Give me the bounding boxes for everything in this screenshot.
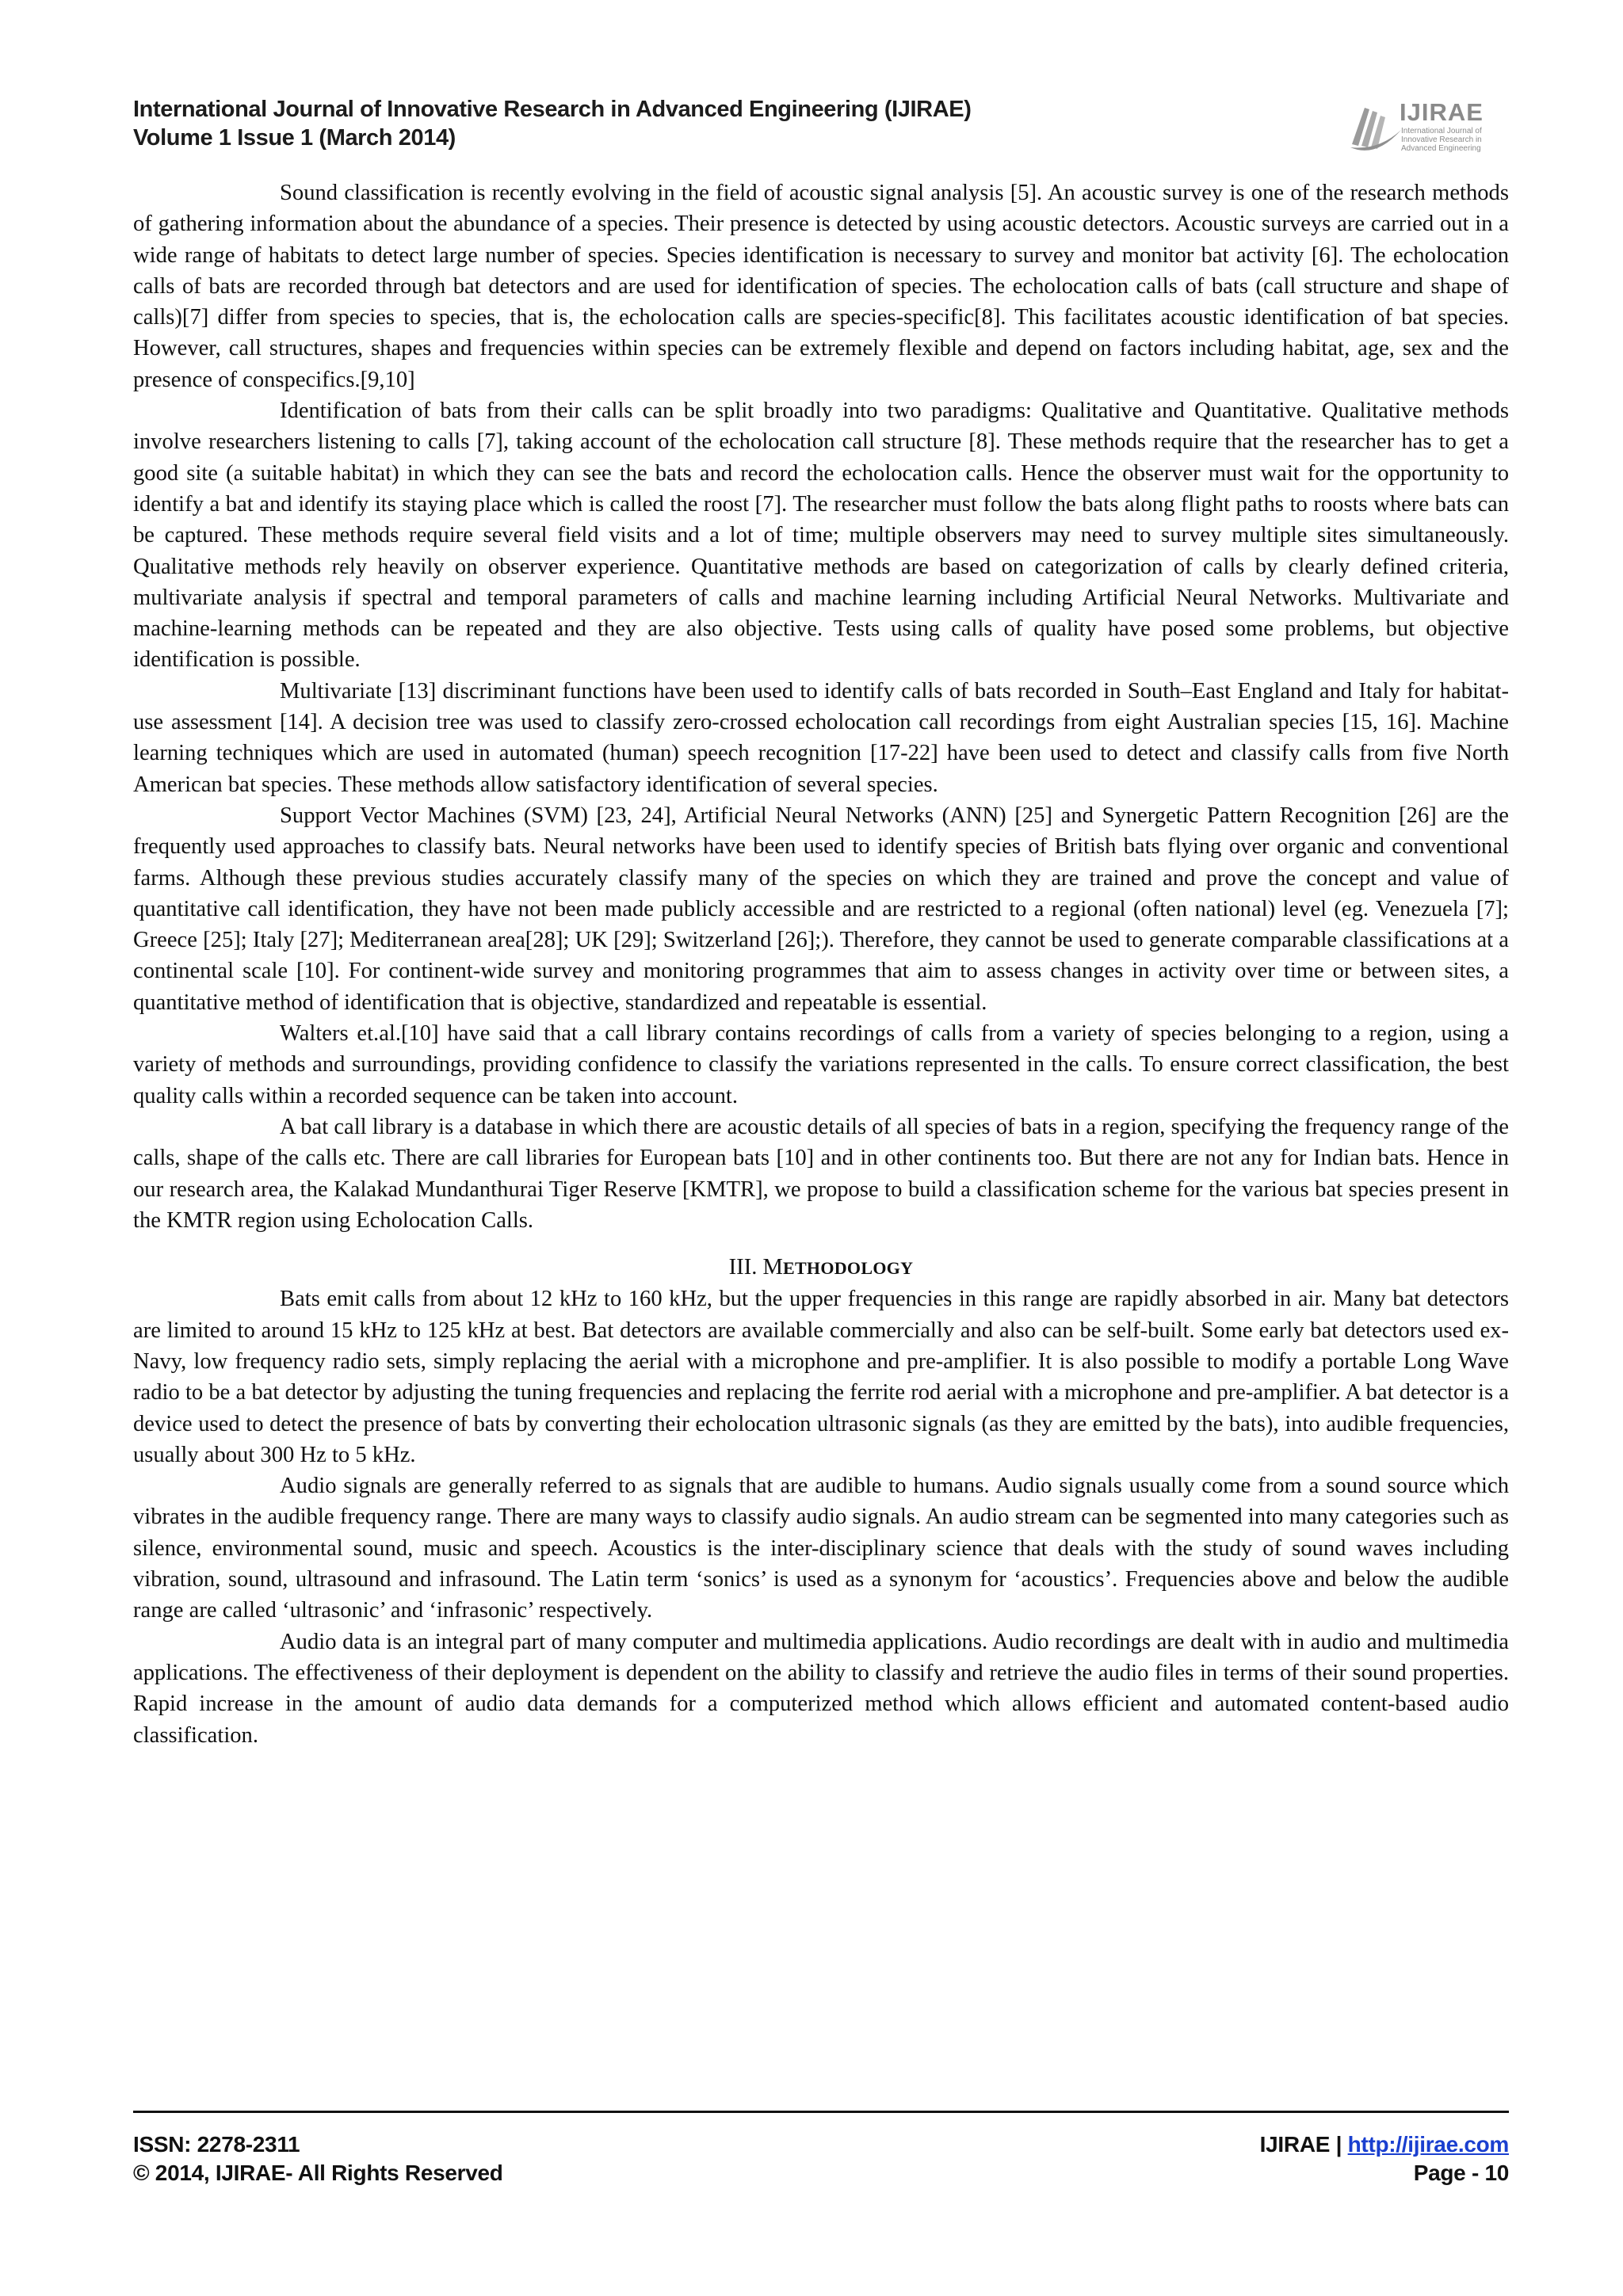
ijirae-logo [1347,98,1506,158]
body-paragraph: Identification of bats from their calls can be split broadly into two paradigms: Qualitative and Quantitative. Qualitative methods involve researchers listening to calls [7], taking account of the echolocation call structure [8]. These methods require that the researcher has to get a good site (a suitable habitat) in which they can see the bats and record the echolocation calls. Hence the observer must wait for the opportunity to identify a bat and identify its staying place which is called the roost [7]. The researcher must follow the bats along flight paths to roosts where bats can be captured. These methods require several field visits and a lot of time; multiple observers may need to survey multiple sites simultaneously. Qualitative methods rely heavily on observer experience. Quantitative methods are based on categorization of calls by clearly defined criteria, multivariate analysis if spectral and temporal parameters of calls and machine learning including Artificial Neural Networks. Multivariate and machine-learning methods can be repeated and they are also objective. Tests using calls of quality have posed some problems, but objective identification is possible. [133,399,1509,673]
footer-journal-name: IJIRAE | [1259,2132,1348,2157]
footer-divider [133,2111,1509,2113]
body-paragraph: Bats emit calls from about 12 kHz to 160 kHz, but the upper frequencies in this range are rapidly absorbed in air. Many bat detectors are limited to around 15 kHz to 125 kHz at best. Bat detectors are available commercially and also can be self-built. Some early bat detectors used ex-Navy, low frequency radio sets, simply replacing the aerial with a microphone and pre-amplifier. It is also possible to modify a portable Long Wave radio to be a bat detector by adjusting the tuning frequencies and replacing the ferrite rod aerial with a microphone and pre-amplifier. A bat detector is a device used to detect the presence of bats by converting their echolocation ultrasonic signals (as they are emitted by the bats), into audible frequencies, usually about 300 Hz to 5 kHz. [133,1287,1509,1467]
body-paragraph: Audio signals are generally referred to as signals that are audible to humans. Audio signals usually come from a sound source which vibrates in the audible frequency range. There are many ways to classify audio signals. An audio stream can be segmented into many categories such as silence, environmental sound, music and speech. Acoustics is the inter-disciplinary science that deals with the study of sound waves including vibration, sound, ultrasound and infrasound. The Latin term ‘sonics’ is used as a synonym for ‘acoustics’. Frequencies above and below the audible range are called ‘ultrasonic’ and ‘infrasonic’ respectively. [133,1474,1509,1623]
logo-swoosh-icon [1347,98,1404,154]
journal-header [133,95,1322,152]
journal-url-link[interactable]: http://ijirae.com [1347,2132,1509,2157]
body-paragraph: Audio data is an integral part of many computer and multimedia applications. Audio recordings are dealt with in audio and multimedia applications. The effectiveness of their deployment is dependent on the ability to classify and retrieve the audio files in terms of their sound properties. Rapid increase in the amount of audio data demands for a computerized method which allows efficient and automated content-based audio classification. [133,1629,1509,1748]
body-paragraph: A bat call library is a database in which there are acoustic details of all species of bats in a region, specifying the frequency range of the calls, shape of the calls etc. There are call libraries for European bats [10] and in other continents too. But there are not any for Indian bats. Hence in our research area, the Kalakad Mundanthurai Tiger Reserve [KMTR], we propose to build a classification scheme for the various bat species present in the KMTR region using Echolocation Calls. [133,1114,1509,1233]
journal-volume-issue: Volume 1 Issue 1 (March 2014) [133,125,456,151]
section-title-initial: M [762,1255,783,1280]
body-paragraph: Walters et.al.[10] have said that a call library contains recordings of calls from a variety of species belonging to a region, using a variety of methods and surroundings, providing confidence to classify the variations represented in the calls. To ensure correct classification, the best quality calls within a recorded sequence can be taken into account. [133,1021,1509,1108]
issn-text: ISSN: 2278-2311 [133,2132,300,2157]
footer-right [1260,2130,1509,2187]
footer-left [133,2130,503,2187]
section-title-rest: ETHODOLOGY [782,1258,914,1279]
page-number: Page - 10 [1413,2161,1509,2185]
logo-subtitle: International Journal of Innovative Research in Advanced Engineering [1401,127,1482,153]
body-paragraph: Support Vector Machines (SVM) [23, 24], Artificial Neural Networks (ANN) [25] and Synergetic Pattern Recognition [26] are the frequently used approaches to classify bats. Neural networks have been used to identify species of British bats flying over organic and conventional farms. Although these previous studies accurately classify many of the species on which they are trained and prove the concept and value of quantitative call identification, they have not been made publicly accessible and are restricted to a regional (often national) level (eg. Venezuela [7]; Greece [25]; Italy [27]; Mediterranean area[28]; UK [29]; Switzerland [26];). Therefore, they cannot be used to generate comparable classifications at a continental scale [10]. For continent-wide survey and monitoring programmes that aim to assess changes in activity over time or between sites, a quantitative method of identification that is objective, standardized and repeatable is essential. [133,803,1509,1015]
section-heading-methodology [133,1236,1509,1283]
logo-name: IJIRAE [1400,98,1484,126]
body-paragraph: Multivariate [13] discriminant functions have been used to identify calls of bats recorded in South–East England and Italy for habitat-use assessment [14]. A decision tree was used to classify zero-crossed echolocation call recordings from eight Australian species [15, 16]. Machine learning techniques which are used in automated (human) speech recognition [17-22] have been used to detect and classify calls from five North American bat species. These methods allow satisfactory identification of several species. [133,678,1509,797]
body-paragraph: Sound classification is recently evolving in the field of acoustic signal analysis [5]. An acoustic survey is one of the research methods of gathering information about the abundance of a species. Their presence is detected by using acoustic detectors. Acoustic surveys are carried out in a wide range of habitats to detect large number of species. Species identification is necessary to survey and monitor bat activity [6]. The echolocation calls of bats are recorded through bat detectors and are used for identification of species. The echolocation calls of bats (call structure and shape of calls)[7] differ from species to species, that is, the echolocation calls are species-specific[8]. This facilitates acoustic identification of bat species. However, call structures, shapes and frequencies within species can be extremely flexible and depend on factors including habitat, age, sex and the presence of conspecifics.[9,10] [133,181,1509,392]
article-body [133,177,1509,1751]
copyright-text: © 2014, IJIRAE- All Rights Reserved [133,2161,503,2185]
journal-title: International Journal of Innovative Research in Advanced Engineering (IJIRAE) [133,97,972,122]
footer-journal-link-line [1260,2130,1509,2159]
section-number: III. [728,1255,763,1280]
